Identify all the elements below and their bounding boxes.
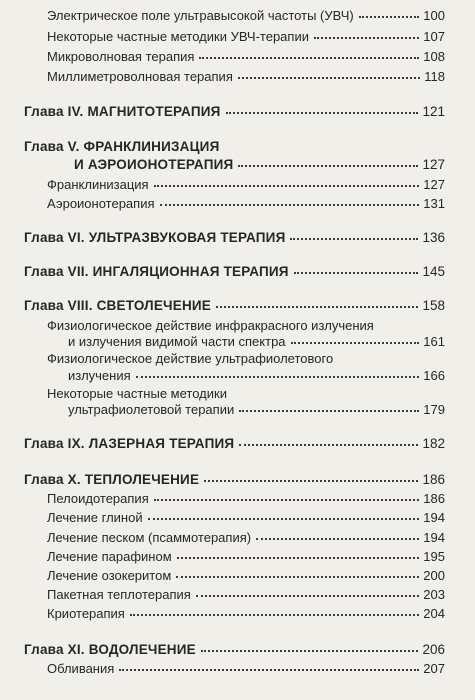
- toc-chapter-title: Глава XI. ВОДОЛЕЧЕНИЕ: [24, 642, 196, 657]
- toc-leader-dots: [256, 538, 419, 540]
- toc-chapter-title: Глава VII. ИНГАЛЯЦИОННАЯ ТЕРАПИЯ: [24, 264, 289, 279]
- toc-chapter-title: Глава IV. МАГНИТОТЕРАПИЯ: [24, 104, 221, 119]
- toc-leader-dots: [148, 518, 420, 520]
- toc-entry-page: 206: [422, 642, 445, 657]
- toc-entry: [0, 177, 475, 192]
- toc-entry-title: излучения: [68, 368, 131, 383]
- toc-chapter-title: Глава IX. ЛАЗЕРНАЯ ТЕРАПИЯ: [24, 436, 235, 451]
- toc-entry: [0, 587, 475, 602]
- toc-entry-title: Криотерапия: [47, 606, 125, 621]
- toc-entry-page: 100: [423, 8, 445, 23]
- toc-entry: [0, 549, 475, 564]
- toc-entry: [0, 69, 475, 84]
- toc-leader-dots: [238, 77, 420, 79]
- toc-leader-dots: [154, 499, 420, 501]
- toc-chapter-entry: [0, 230, 475, 245]
- toc-entry-page: 207: [423, 661, 445, 676]
- toc-entry: [0, 530, 475, 545]
- toc-leader-dots: [201, 650, 419, 652]
- toc-entry: [0, 368, 475, 383]
- toc-entry-page: 158: [422, 298, 445, 313]
- toc-entry: [0, 8, 475, 23]
- toc-leader-dots: [239, 444, 418, 446]
- toc-entry-title: Лечение парафином: [47, 549, 172, 564]
- toc-entry-page: 131: [423, 196, 445, 211]
- toc-leader-dots: [119, 669, 419, 671]
- toc-leader-dots: [216, 306, 418, 308]
- toc-entry-page: 136: [422, 230, 445, 245]
- toc-entry-page: 203: [423, 587, 445, 602]
- toc-entry: [0, 196, 475, 211]
- toc-entry-title-line1: Физиологическое действие ультрафиолетового: [47, 351, 334, 366]
- toc-entry-title: Лечение глиной: [47, 510, 143, 525]
- toc-entry: [0, 402, 475, 417]
- toc-entry-title: Пакетная теплотерапия: [47, 587, 191, 602]
- toc-entry-title: Микроволновая терапия: [47, 49, 195, 64]
- toc-entry-title: Аэроионотерапия: [47, 196, 155, 211]
- toc-entry: [0, 491, 475, 506]
- toc-entry-title: Франклинизация: [47, 177, 149, 192]
- toc-chapter-entry: [0, 642, 475, 657]
- toc-entry-title: и излучения видимой части спектра: [68, 334, 286, 349]
- toc-leader-dots: [359, 16, 420, 18]
- toc-leader-dots: [154, 185, 420, 187]
- toc-leader-dots: [291, 342, 420, 344]
- toc-entry-page: 204: [423, 606, 445, 621]
- toc-entry-title: ультрафиолетовой терапии: [68, 402, 235, 417]
- toc-entry: [0, 49, 475, 64]
- toc-entry-page: 179: [423, 402, 445, 417]
- toc-leader-dots: [130, 614, 419, 616]
- toc-entry: [0, 606, 475, 621]
- toc-chapter-entry: [0, 298, 475, 313]
- toc-entry-page: 121: [422, 104, 445, 119]
- toc-entry-page: 161: [423, 334, 445, 349]
- toc-leader-dots: [176, 576, 419, 578]
- toc-entry-page: 127: [422, 157, 445, 172]
- toc-leader-dots: [314, 37, 419, 39]
- toc-entry: [0, 510, 475, 525]
- toc-entry: [0, 568, 475, 583]
- toc-leader-dots: [226, 112, 419, 114]
- toc-entry-page: 166: [423, 368, 445, 383]
- toc-entry-title: Электрическое поле ультравысокой частоты (УВЧ): [47, 8, 354, 23]
- toc-chapter-entry: [0, 436, 475, 451]
- toc-leader-dots: [204, 480, 418, 482]
- toc-chapter-title: И АЭРОИОНОТЕРАПИЯ: [74, 157, 234, 172]
- toc-entry-page: 194: [423, 530, 445, 545]
- toc-entry-page: 186: [422, 472, 445, 487]
- toc-leader-dots: [196, 595, 419, 597]
- toc-entry: [0, 29, 475, 44]
- toc-leader-dots: [294, 272, 419, 274]
- toc-entry-title: Пелоидотерапия: [47, 491, 149, 506]
- toc-leader-dots: [239, 410, 419, 412]
- toc-entry-page: 107: [423, 29, 445, 44]
- toc-leader-dots: [160, 204, 420, 206]
- toc-leader-dots: [290, 238, 418, 240]
- toc-entry-title: Миллиметроволновая терапия: [47, 69, 233, 84]
- toc-chapter-title: Глава VI. УЛЬТРАЗВУКОВАЯ ТЕРАПИЯ: [24, 230, 286, 245]
- toc-entry-page: 200: [423, 568, 445, 583]
- toc-entry-page: 108: [423, 49, 445, 64]
- toc-chapter-title: Глава VIII. СВЕТОЛЕЧЕНИЕ: [24, 298, 212, 313]
- toc-chapter-entry: [0, 264, 475, 279]
- toc-entry-page: 195: [423, 549, 445, 564]
- toc-entry-page: 186: [423, 491, 445, 506]
- toc-entry-title-line1: Некоторые частные методики: [47, 386, 227, 401]
- toc-entry-title: Лечение озокеритом: [47, 568, 172, 583]
- toc-entry-title: Обливания: [47, 661, 115, 676]
- toc-entry-title: Лечение песком (псаммотерапия): [47, 530, 252, 545]
- toc-leader-dots: [199, 57, 419, 59]
- toc-entry: [0, 661, 475, 676]
- toc-entry-title-line1: Физиологическое действие инфракрасного излучения: [47, 318, 374, 333]
- toc-entry-title: Некоторые частные методики УВЧ-терапии: [47, 29, 309, 44]
- toc-chapter-title: Глава X. ТЕПЛОЛЕЧЕНИЕ: [24, 472, 200, 487]
- toc-entry-page: 194: [423, 510, 445, 525]
- toc-leader-dots: [136, 376, 420, 378]
- toc-chapter-title-line1: Глава V. ФРАНКЛИНИЗАЦИЯ: [24, 139, 220, 154]
- toc-leader-dots: [238, 165, 418, 167]
- toc-chapter-entry: [0, 157, 475, 172]
- toc-leader-dots: [177, 557, 420, 559]
- toc-entry-page: 145: [422, 264, 445, 279]
- toc-entry-page: 118: [424, 69, 445, 84]
- toc-chapter-entry: [0, 472, 475, 487]
- toc-entry: [0, 334, 475, 349]
- toc-entry-page: 182: [422, 436, 445, 451]
- toc-entry-page: 127: [423, 177, 445, 192]
- toc-chapter-entry: [0, 104, 475, 119]
